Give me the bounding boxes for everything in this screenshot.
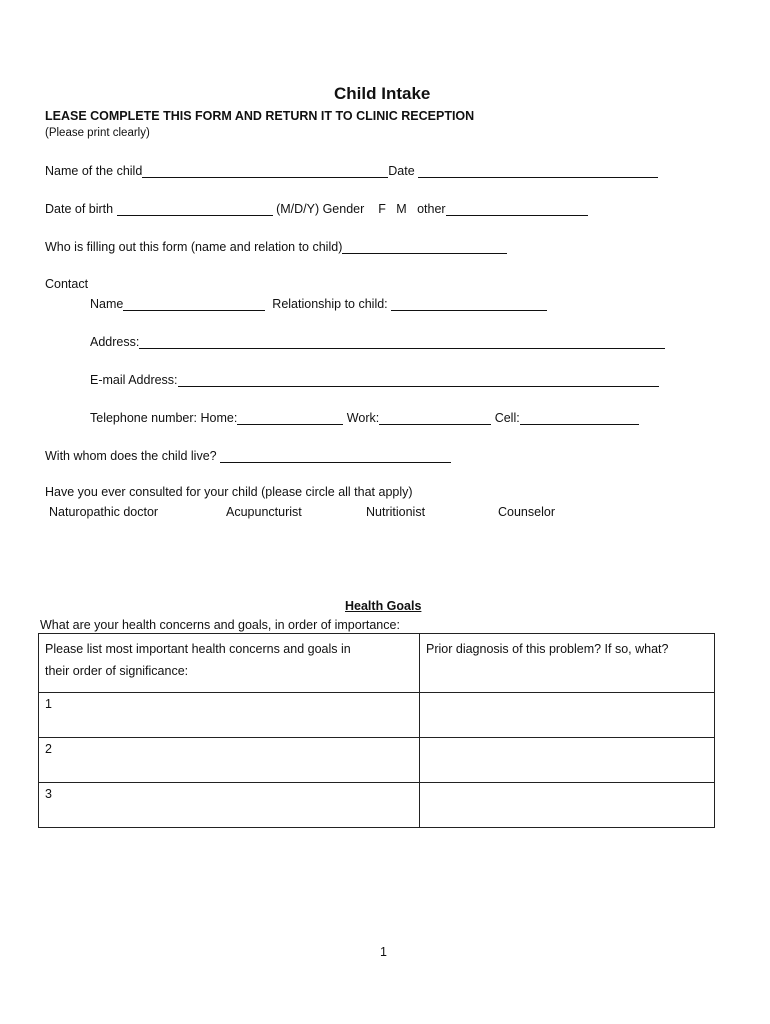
print-note: (Please print clearly) — [45, 127, 150, 139]
consulted-label: Have you ever consulted for your child (please circle all that apply) — [45, 485, 413, 499]
relationship-field[interactable] — [391, 296, 547, 311]
health-goals-question: What are your health concerns and goals, in order of importance: — [40, 618, 400, 632]
health-goals-heading: Health Goals — [345, 599, 422, 613]
health-goals-table — [38, 633, 715, 828]
dob-field[interactable] — [117, 201, 273, 216]
address-row — [90, 334, 665, 349]
table-row — [39, 783, 715, 828]
contact-name-field[interactable] — [123, 296, 265, 311]
dob-label: Date of birth — [45, 202, 114, 216]
filled-by-label: Who is filling out this form (name and relation to child) — [45, 240, 343, 254]
gender-other-field[interactable] — [446, 201, 588, 216]
contact-name-label: Name — [90, 297, 124, 311]
instruction-text: LEASE COMPLETE THIS FORM AND RETURN IT TO CLINIC RECEPTION — [45, 109, 475, 123]
child-name-label: Name of the child — [45, 164, 143, 178]
page-number: 1 — [380, 945, 387, 959]
table-row — [39, 693, 715, 738]
col2-header: Prior diagnosis of this problem? If so, what? — [420, 634, 715, 693]
email-row — [90, 372, 659, 387]
gender-other-label[interactable]: other — [417, 202, 446, 216]
dob-row — [45, 201, 588, 216]
col1-header-line1: Please list most important health concerns and goals in — [45, 642, 351, 656]
phone-home-label: Telephone number: Home: — [90, 411, 238, 425]
table-row — [39, 738, 715, 783]
goal-cell-2[interactable]: 2 — [39, 738, 420, 783]
filled-by-field[interactable] — [342, 239, 507, 254]
date-label: Date — [388, 164, 415, 178]
dob-format-label: (M/D/Y) Gender — [276, 202, 365, 216]
diagnosis-cell-3[interactable] — [420, 783, 715, 828]
lives-with-field[interactable] — [220, 448, 451, 463]
practitioner-counselor[interactable]: Counselor — [498, 505, 555, 519]
relationship-label: Relationship to child: — [272, 297, 388, 311]
practitioner-acupuncturist[interactable]: Acupuncturist — [226, 505, 302, 519]
goal-cell-1[interactable]: 1 — [39, 693, 420, 738]
filled-by-row — [45, 239, 507, 254]
lives-with-row — [45, 448, 451, 463]
child-name-field[interactable] — [142, 163, 388, 178]
col1-header-line2: their order of significance: — [45, 664, 189, 678]
gender-f[interactable]: F — [378, 202, 386, 216]
table-header-row — [39, 634, 715, 693]
phone-home-field[interactable] — [237, 410, 343, 425]
address-label: Address: — [90, 335, 140, 349]
contact-heading: Contact — [45, 277, 89, 291]
gender-m[interactable]: M — [396, 202, 407, 216]
practitioner-nutritionist[interactable]: Nutritionist — [366, 505, 426, 519]
phone-work-label: Work: — [346, 411, 380, 425]
phone-cell-field[interactable] — [520, 410, 639, 425]
phone-cell-label: Cell: — [494, 411, 520, 425]
lives-with-label: With whom does the child live? — [45, 449, 217, 463]
diagnosis-cell-1[interactable] — [420, 693, 715, 738]
address-field[interactable] — [139, 334, 665, 349]
form-title: Child Intake — [334, 84, 431, 103]
date-field[interactable] — [418, 163, 658, 178]
child-name-row — [45, 163, 658, 178]
email-field[interactable] — [178, 372, 659, 387]
practitioner-naturopath[interactable]: Naturopathic doctor — [49, 505, 159, 519]
diagnosis-cell-2[interactable] — [420, 738, 715, 783]
goal-cell-3[interactable]: 3 — [39, 783, 420, 828]
contact-name-row — [90, 296, 547, 311]
col1-header — [39, 634, 420, 693]
email-label: E-mail Address: — [90, 373, 178, 387]
phone-row — [90, 410, 639, 425]
phone-work-field[interactable] — [379, 410, 491, 425]
